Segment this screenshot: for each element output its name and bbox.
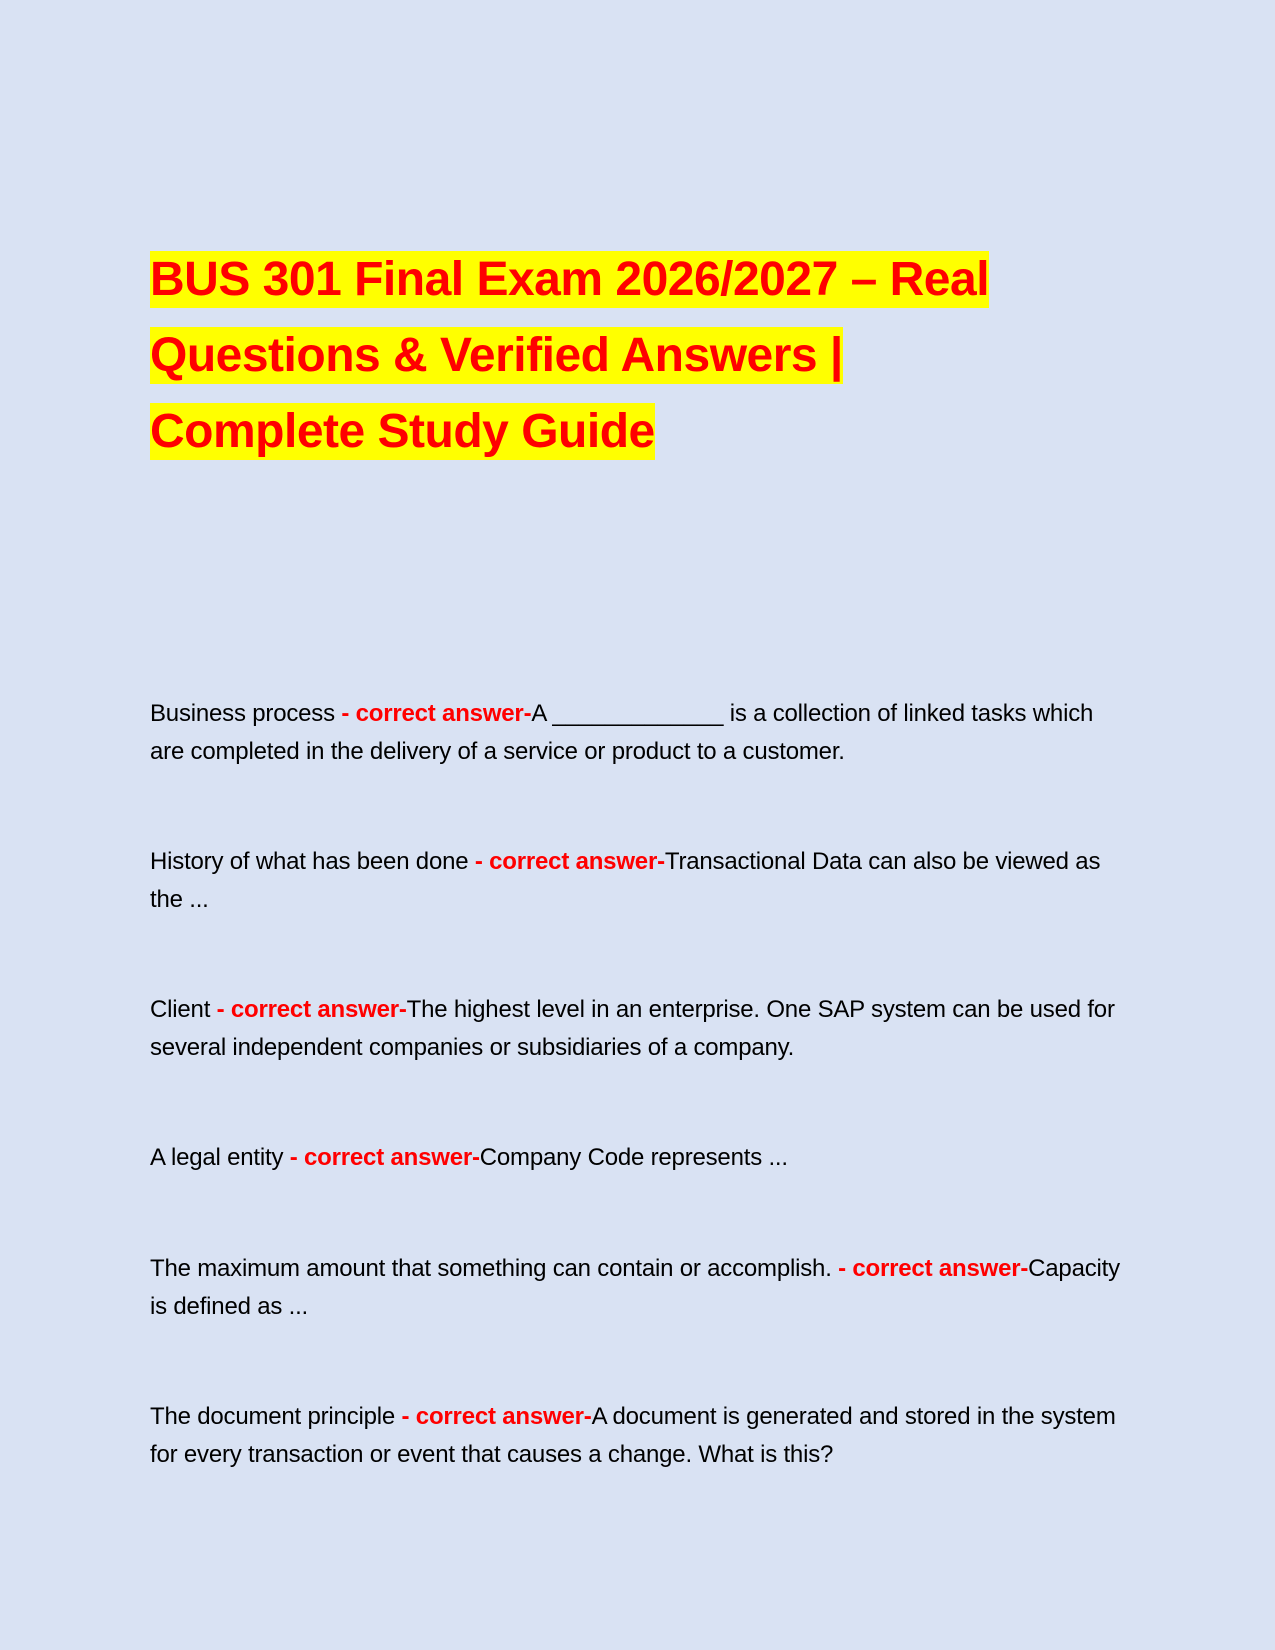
- qa-term: A legal entity: [150, 1144, 284, 1171]
- qa-item: [150, 1398, 1120, 1474]
- qa-definition: The highest level in an enterprise. One SAP system can be used for several independent companies or subsidiaries of a company.: [150, 996, 1115, 1061]
- qa-item: [150, 843, 1120, 919]
- title-line-3: Complete Study Guide: [150, 405, 655, 458]
- qa-item: [150, 1139, 1120, 1177]
- correct-answer-label: - correct answer-: [831, 1255, 1029, 1282]
- qa-term: The maximum amount that something can contain or accomplish.: [150, 1255, 832, 1282]
- qa-term: The document principle: [150, 1403, 396, 1430]
- qa-definition: Transactional Data can also be viewed as the ...: [150, 848, 1101, 913]
- correct-answer-label: - correct answer-: [210, 996, 407, 1023]
- qa-item: [150, 1250, 1120, 1326]
- qa-definition: A _____________ is a collection of linked tasks which are completed in the delivery of a service or product to a customer.: [150, 700, 1094, 765]
- qa-definition: A document is generated and stored in the system for every transaction or event that causes a change. What is this?: [150, 1403, 1116, 1468]
- correct-answer-label: - correct answer-: [395, 1403, 592, 1430]
- document-title: [150, 242, 1090, 470]
- title-line-2: Questions & Verified Answers |: [150, 329, 843, 382]
- correct-answer-label: - correct answer-: [283, 1144, 480, 1171]
- qa-term: History of what has been done: [150, 848, 469, 875]
- title-line-1: BUS 301 Final Exam 2026/2027 – Real: [150, 253, 990, 306]
- qa-item: [150, 991, 1120, 1067]
- correct-answer-label: - correct answer-: [468, 848, 665, 875]
- qa-term: Business process: [150, 700, 335, 727]
- qa-definition: Company Code represents ...: [479, 1144, 788, 1171]
- qa-term: Client: [150, 996, 211, 1023]
- qa-item: [150, 695, 1120, 771]
- correct-answer-label: - correct answer-: [334, 700, 532, 727]
- qa-definition: Capacity is defined as ...: [150, 1255, 1120, 1320]
